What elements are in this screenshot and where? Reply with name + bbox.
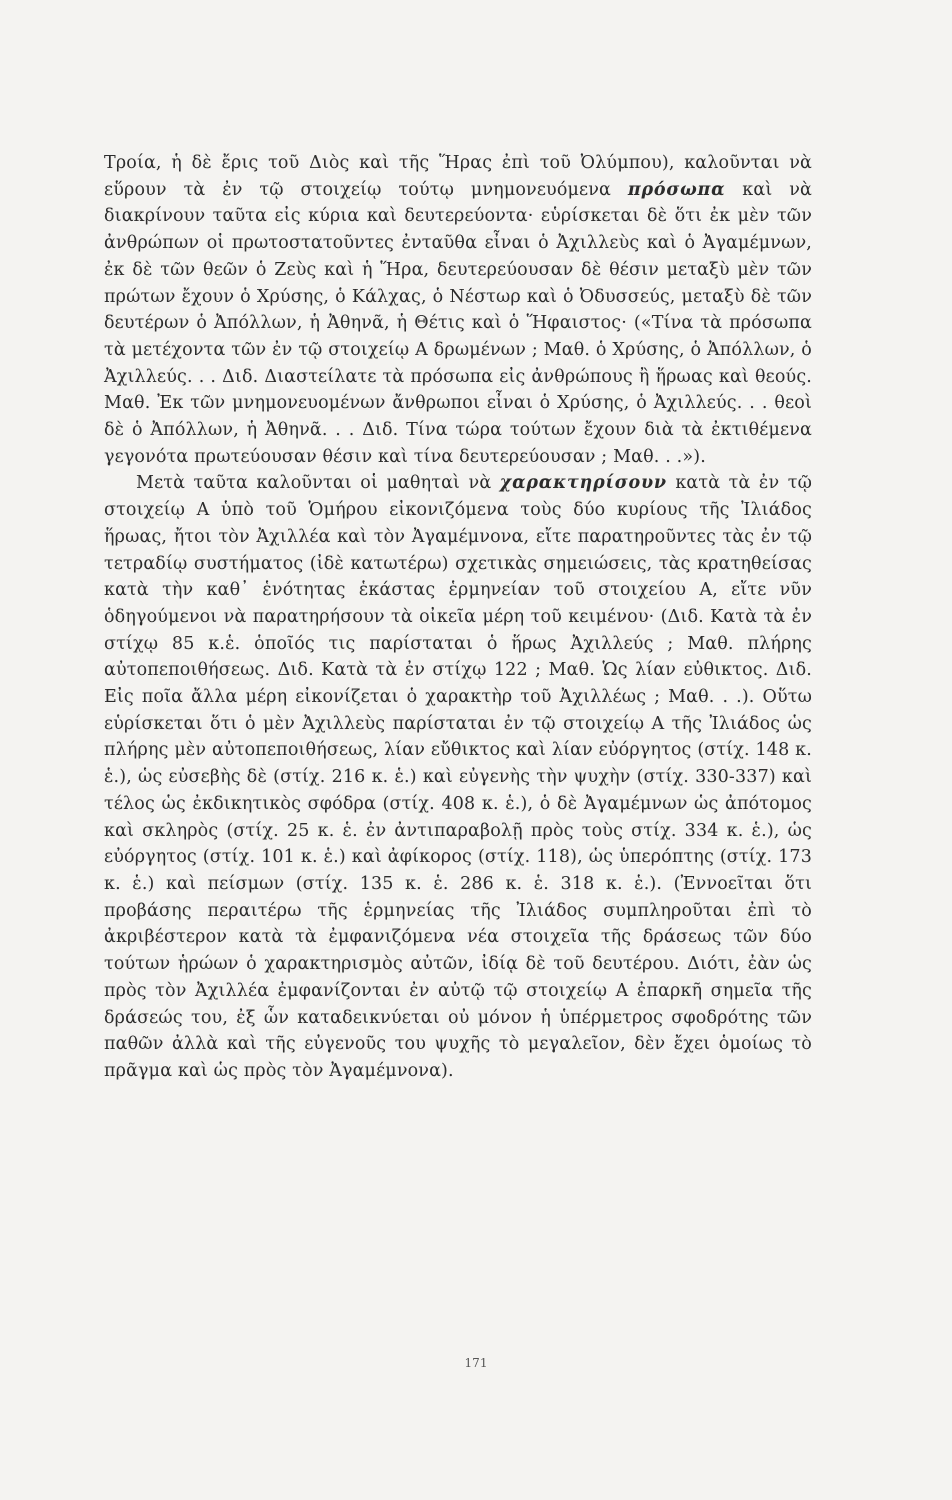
emphasized-term-characterize: χαρακτηρίσουν: [499, 473, 667, 494]
paragraph-2-text-start: Μετὰ ταῦτα καλοῦνται οἱ μαθηταὶ νὰ: [136, 473, 500, 494]
emphasized-term-persons: πρόσωπα: [627, 179, 726, 200]
page-number: 171: [464, 1356, 488, 1370]
paragraph-1-text-start: Τροία, ἡ δὲ ἔρις τοῦ Διὸς καὶ τῆς Ἥρας ἐπὶ τοῦ Ὀλύμπου), καλοῦνται νὰ εὕρουν τὰ ἐν τῷ στοιχείῳ τούτῳ μνημονευόμενα: [104, 153, 812, 200]
paragraph-2: [104, 470, 812, 1084]
paragraph-2-text-end: κατὰ τὰ ἐν τῷ στοιχείῳ Α ὑπὸ τοῦ Ὁμήρου εἰκονιζόμενα τοὺς δύο κυρίους τῆς Ἰλιάδος ἥρωας, ἤτοι τὸν Ἀχιλλέα καὶ τὸν Ἀγαμέμνονα, εἴτε παρατηροῦντες τὰς ἐν τῷ τετραδίῳ συστήματος (ἰδὲ κατωτέρω) σχετικὰς σημειώσεις, τὰς κρατηθείσας κατὰ τὴν καθ᾽ ἑνότητας ἑκάστας ἑρμηνείαν τοῦ στοιχείου Α, εἴτε νῦν ὁδηγούμενοι νὰ παρατηρήσουν τὰ οἰκεῖα μέρη τοῦ κειμένου· (Διδ. Κατὰ τὰ ἐν στίχῳ 85 κ.ἑ. ὁποῖός τις παρίσταται ὁ ἥρως Ἀχιλλεύς ; Μαθ. πλήρης αὐτοπεποιθήσεως. Διδ. Κατὰ τὰ ἐν στίχῳ 122 ; Μαθ. Ὡς λίαν εὐθικτος. Διδ. Εἰς ποῖα ἄλλα μέρη εἰκονίζεται ὁ χαρακτὴρ τοῦ Ἀχιλλέως ; Μαθ. . .). Οὕτω εὑρίσκεται ὅτι ὁ μὲν Ἀχιλλεὺς παρίσταται ἐν τῷ στοιχείῳ Α τῆς Ἰλιάδος ὡς πλήρης μὲν αὐτοπεποιθήσεως, λίαν εὔθικτος καὶ λίαν εὐόργητος (στίχ. 148 κ. ἑ.), ὡς εὐσεβὴς δὲ (στίχ. 216 κ. ἑ.) καὶ εὐγενὴς τὴν ψυχὴν (στίχ. 330-337) καὶ τέλος ὡς ἐκδικητικὸς σφόδρα (στίχ. 408 κ. ἑ.), ὁ δὲ Ἀγαμέμνων ὡς ἀπότομος καὶ σκληρὸς (στίχ. 25 κ. ἑ. ἐν ἀντιπαραβολῇ πρὸς τοὺς στίχ. 334 κ. ἑ.), ὡς εὐόργητος (στίχ. 101 κ. ἑ.) καὶ ἀφίκορος (στίχ. 118), ὡς ὑπερόπτης (στίχ. 173 κ. ἑ.) καὶ πείσμων (στίχ. 135 κ. ἑ. 286 κ. ἑ. 318 κ. ἑ.). (Ἐννοεῖται ὅτι προβάσης περαιτέρω τῆς ἑρμηνείας τῆς Ἰλιάδος συμπληροῦται ἐπὶ τὸ ἀκριβέστερον κατὰ τὰ ἐμφανιζόμενα νέα στοιχεῖα τῆς δράσεως τῶν δύο τούτων ἡρώων ὁ χαρακτηρισμὸς αὐτῶν, ἰδίᾳ δὲ τοῦ δευτέρου. Διότι, ἐὰν ὡς πρὸς τὸν Ἀχιλλέα ἐμφανίζονται ἐν αὐτῷ τῷ στοιχείῳ Α ἐπαρκῆ σημεῖα τῆς δράσεώς του, ἐξ ὧν καταδεικνύεται οὐ μόνον ἡ ὑπέρμετρος σφοδρότης τῶν παθῶν ἀλλὰ καὶ τῆς εὐγενοῦς του ψυχῆς τὸ μεγαλεῖον, δὲν ἔχει ὁμοίως τὸ πρᾶγμα καὶ ὡς πρὸς τὸν Ἀγαμέμνονα).: [104, 473, 812, 1081]
paragraph-1-text-end: καὶ νὰ διακρίνουν ταῦτα εἰς κύρια καὶ δευτερεύοντα· εὑρίσκεται δὲ ὅτι ἐκ μὲν τῶν ἀνθρώπων οἱ πρωτοστατοῦντες ἐνταῦθα εἶναι ὁ Ἀχιλλεὺς καὶ ὁ Ἀγαμέμνων, ἐκ δὲ τῶν θεῶν ὁ Ζεὺς καὶ ἡ Ἥρα, δευτερεύουσαν δὲ θέσιν μεταξὺ μὲν τῶν πρώτων ἔχουν ὁ Χρύσης, ὁ Κάλχας, ὁ Νέστωρ καὶ ὁ Ὀδυσσεύς, μεταξὺ δὲ τῶν δευτέρων ὁ Ἀπόλλων, ἡ Ἀθηνᾶ, ἡ Θέτις καὶ ὁ Ἥφαιστος· («Τίνα τὰ πρόσωπα τὰ μετέχοντα τῶν ἐν τῷ στοιχείῳ Α δρωμένων ; Μαθ. ὁ Χρύσης, ὁ Ἀπόλλων, ὁ Ἀχιλλεύς. . . Διδ. Διαστείλατε τὰ πρόσωπα εἰς ἀνθρώπους ἢ ἥρωας καὶ θεούς. Μαθ. Ἐκ τῶν μνημονευομένων ἄνθρωποι εἶναι ὁ Χρύσης, ὁ Ἀχιλλεύς. . . θεοὶ δὲ ὁ Ἀπόλλων, ἡ Ἀθηνᾶ. . . Διδ. Τίνα τώρα τούτων ἔχουν διὰ τὰ ἐκτιθέμενα γεγονότα πρωτεύουσαν θέσιν καὶ τίνα δευτερεύουσαν ; Μαθ. . .»).: [104, 179, 812, 467]
body-text: [104, 150, 812, 1085]
paragraph-1: [104, 150, 812, 470]
